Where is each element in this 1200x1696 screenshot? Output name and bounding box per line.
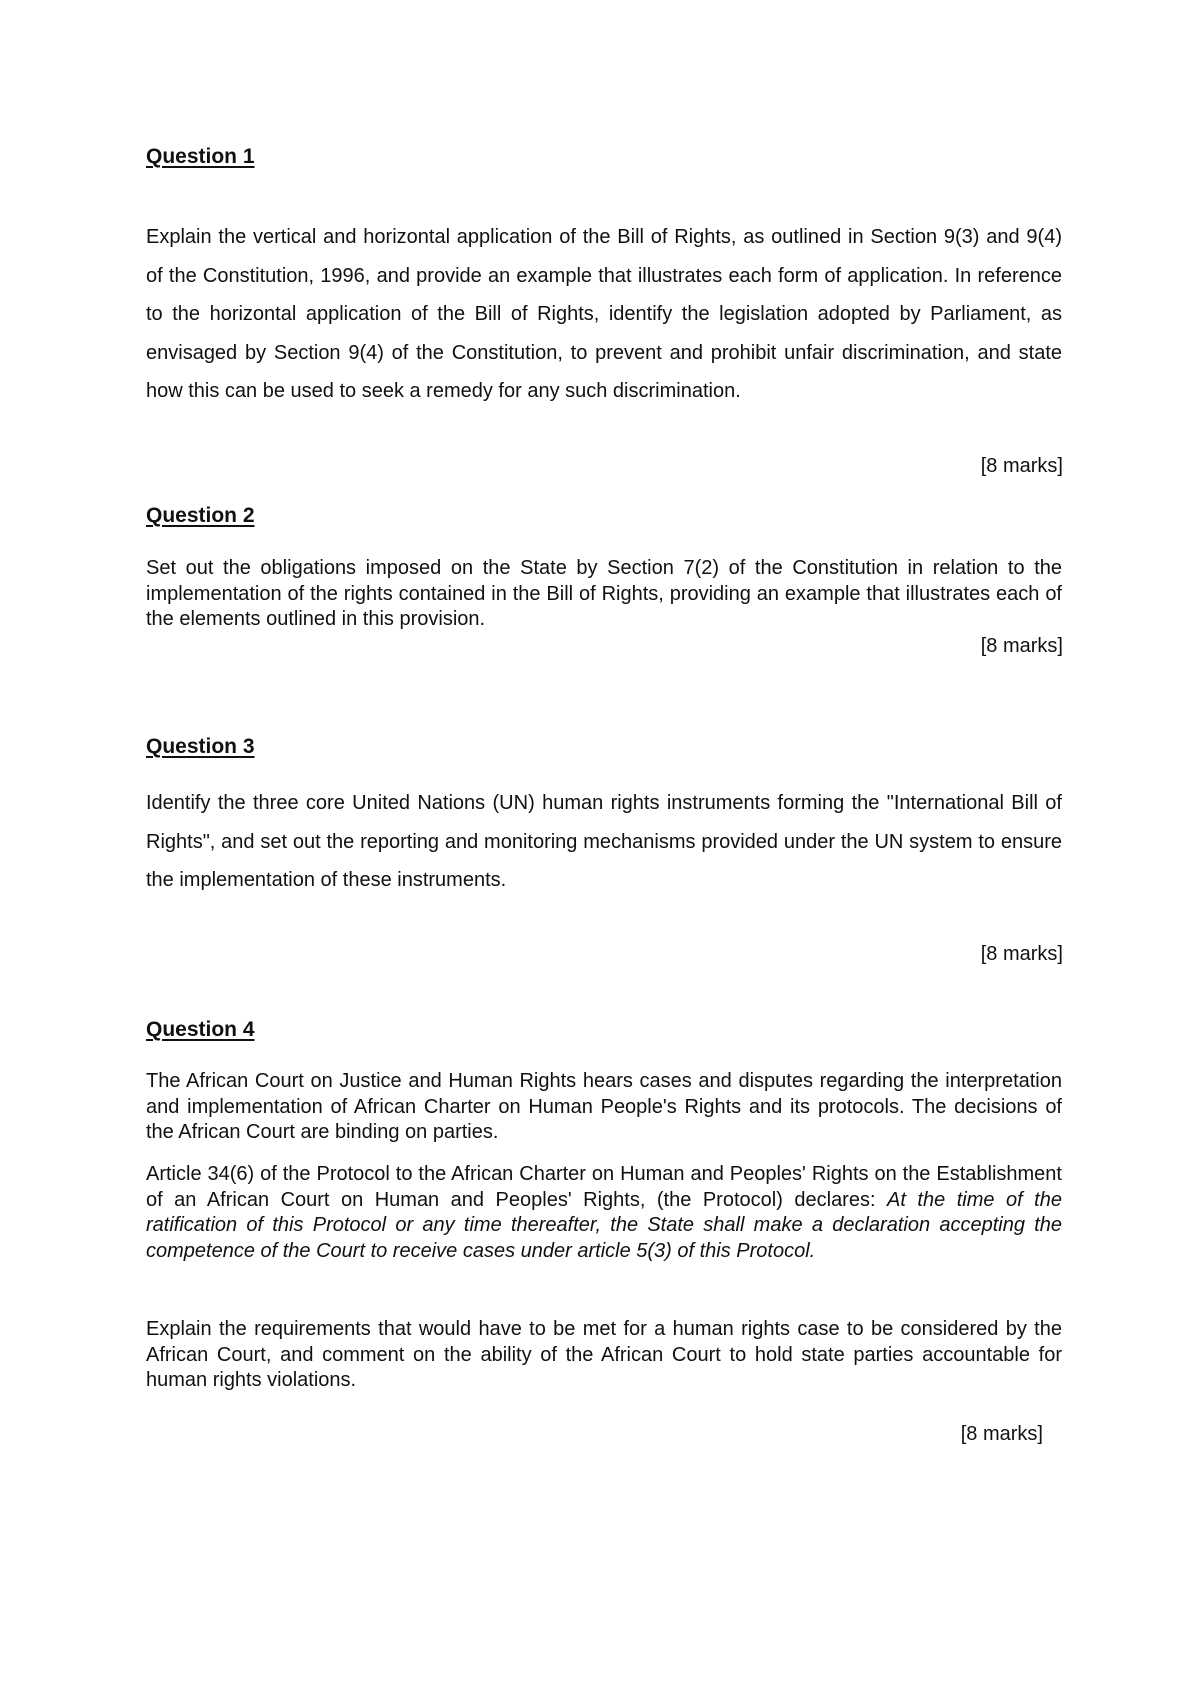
question-4-intro: The African Court on Justice and Human Rights hears cases and disputes regarding the interpretation and implementation of African Charter on Human People's Rights and its protocols. The decisions of the African Court are binding on parties. (146, 1070, 1062, 1143)
question-4-marks: [8 marks] (960, 1423, 1043, 1445)
question-1-marks: [8 marks] (980, 455, 1063, 477)
question-4-quote: At the time of the ratification of this Protocol or any time thereafter, the State shall make a declaration accepting the competence of the Court to receive cases under article 5(3) of this Protocol. (146, 1188, 1062, 1262)
question-1-heading: Question 1 (146, 145, 255, 168)
question-2-marks: [8 marks] (980, 635, 1063, 657)
question-4-article-text: Article 34(6) of the Protocol to the African Charter on Human and Peoples' Rights on the Establishment of an African Court on Human and Peoples' Rights, (the Protocol) declares: (146, 1163, 1062, 1211)
question-3-heading: Question 3 (146, 735, 255, 758)
question-2-text: Set out the obligations imposed on the State by Section 7(2) of the Constitution in relation to the implementation of the rights contained in the Bill of Rights, providing an example that illustrates each of the elements outlined in this provision. (146, 557, 1062, 630)
question-4-task: Explain the requirements that would have to be met for a human rights case to be considered by the African Court, and comment on the ability of the African Court to hold state parties accountable for human rights violations. (146, 1318, 1062, 1391)
question-4-article-block (146, 1162, 1062, 1264)
question-3-text: Identify the three core United Nations (UN) human rights instruments forming the "International Bill of Rights", and set out the reporting and monitoring mechanisms provided under the UN system to ensure the implementation of these instruments. (146, 792, 1062, 891)
question-4-heading: Question 4 (146, 1018, 255, 1041)
question-1-text: Explain the vertical and horizontal application of the Bill of Rights, as outlined in Section 9(3) and 9(4) of the Constitution, 1996, and provide an example that illustrates each form of application. In reference to the horizontal application of the Bill of Rights, identify the legislation adopted by Parliament, as envisaged by Section 9(4) of the Constitution, to prevent and prohibit unfair discrimination, and state how this can be used to seek a remedy for any such discrimination. (146, 226, 1062, 402)
question-3-marks: [8 marks] (980, 943, 1063, 965)
question-2-heading: Question 2 (146, 504, 255, 527)
